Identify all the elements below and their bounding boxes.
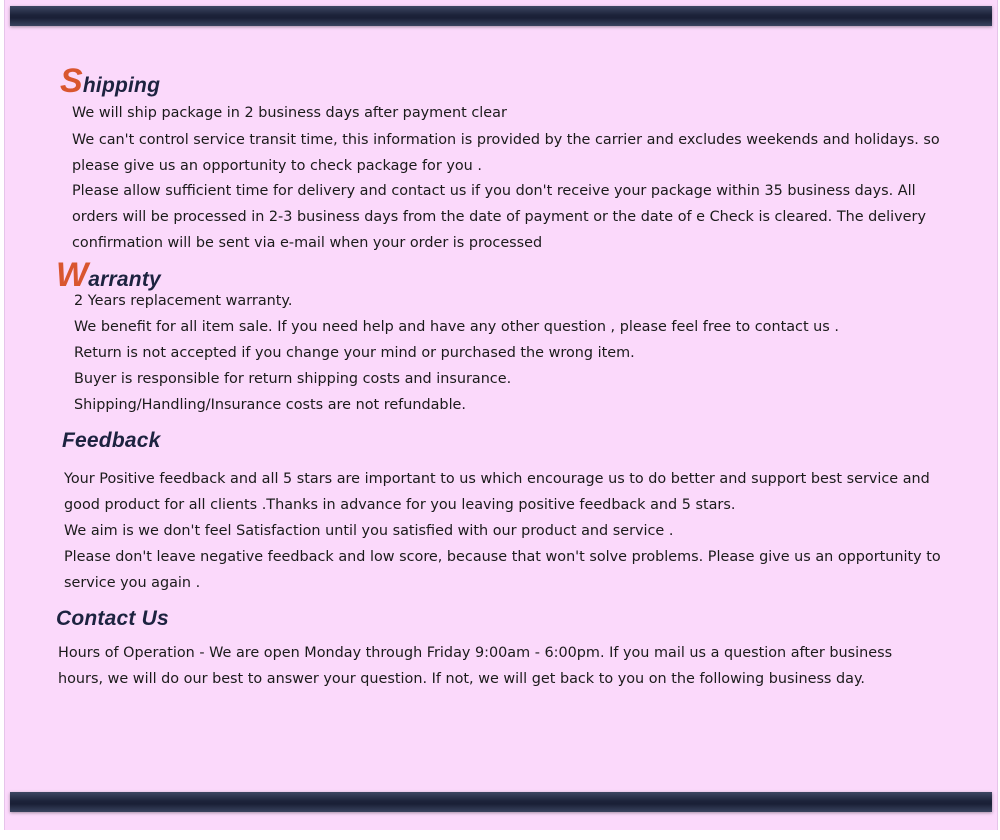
contact-heading: Contact Us [56,607,169,630]
feedback-line: service you again . [64,575,201,591]
warranty-line: We benefit for all item sale. If you need help and have any other question , please feel free to contact us . [74,319,839,335]
shipping-line: please give us an opportunity to check package for you . [72,158,482,174]
policy-panel [4,0,998,830]
warranty-line: Shipping/Handling/Insurance costs are not refundable. [74,397,466,413]
feedback-heading: Feedback [62,429,161,452]
feedback-line: We aim is we don't feel Satisfaction until you satisfied with our product and service . [64,523,674,539]
warranty-line: 2 Years replacement warranty. [74,293,293,309]
warranty-heading-initial: W [56,256,89,294]
bottom-banner-bar [10,792,992,812]
shipping-heading-initial: S [60,62,83,100]
feedback-line: Your Positive feedback and all 5 stars are important to us which encourage us to do better and support best service and [64,471,930,487]
shipping-heading [60,62,160,101]
shipping-line: orders will be processed in 2-3 business days from the date of payment or the date of e Check is cleared. The delivery [72,209,926,225]
feedback-line: good product for all clients .Thanks in advance for you leaving positive feedback and 5 stars. [64,497,736,513]
shipping-heading-rest: hipping [82,74,161,97]
warranty-heading [56,256,161,295]
shipping-line: We can't control service transit time, this information is provided by the carrier and excludes weekends and holidays. so [72,132,940,148]
shipping-line: We will ship package in 2 business days after payment clear [72,105,507,121]
feedback-line: Please don't leave negative feedback and low score, because that won't solve problems. Please give us an opportunity to [64,549,941,565]
warranty-heading-rest: arranty [88,268,161,291]
contact-line: Hours of Operation - We are open Monday through Friday 9:00am - 6:00pm. If you mail us a question after business [58,645,893,661]
warranty-line: Return is not accepted if you change your mind or purchased the wrong item. [74,345,635,361]
shipping-line: confirmation will be sent via e-mail when your order is processed [72,235,543,251]
contact-line: hours, we will do our best to answer your question. If not, we will get back to you on the following business day. [58,671,865,687]
top-banner-bar [10,6,992,26]
shipping-line: Please allow sufficient time for delivery and contact us if you don't receive your package within 35 business days. All [72,183,916,199]
warranty-line: Buyer is responsible for return shipping costs and insurance. [74,371,512,387]
